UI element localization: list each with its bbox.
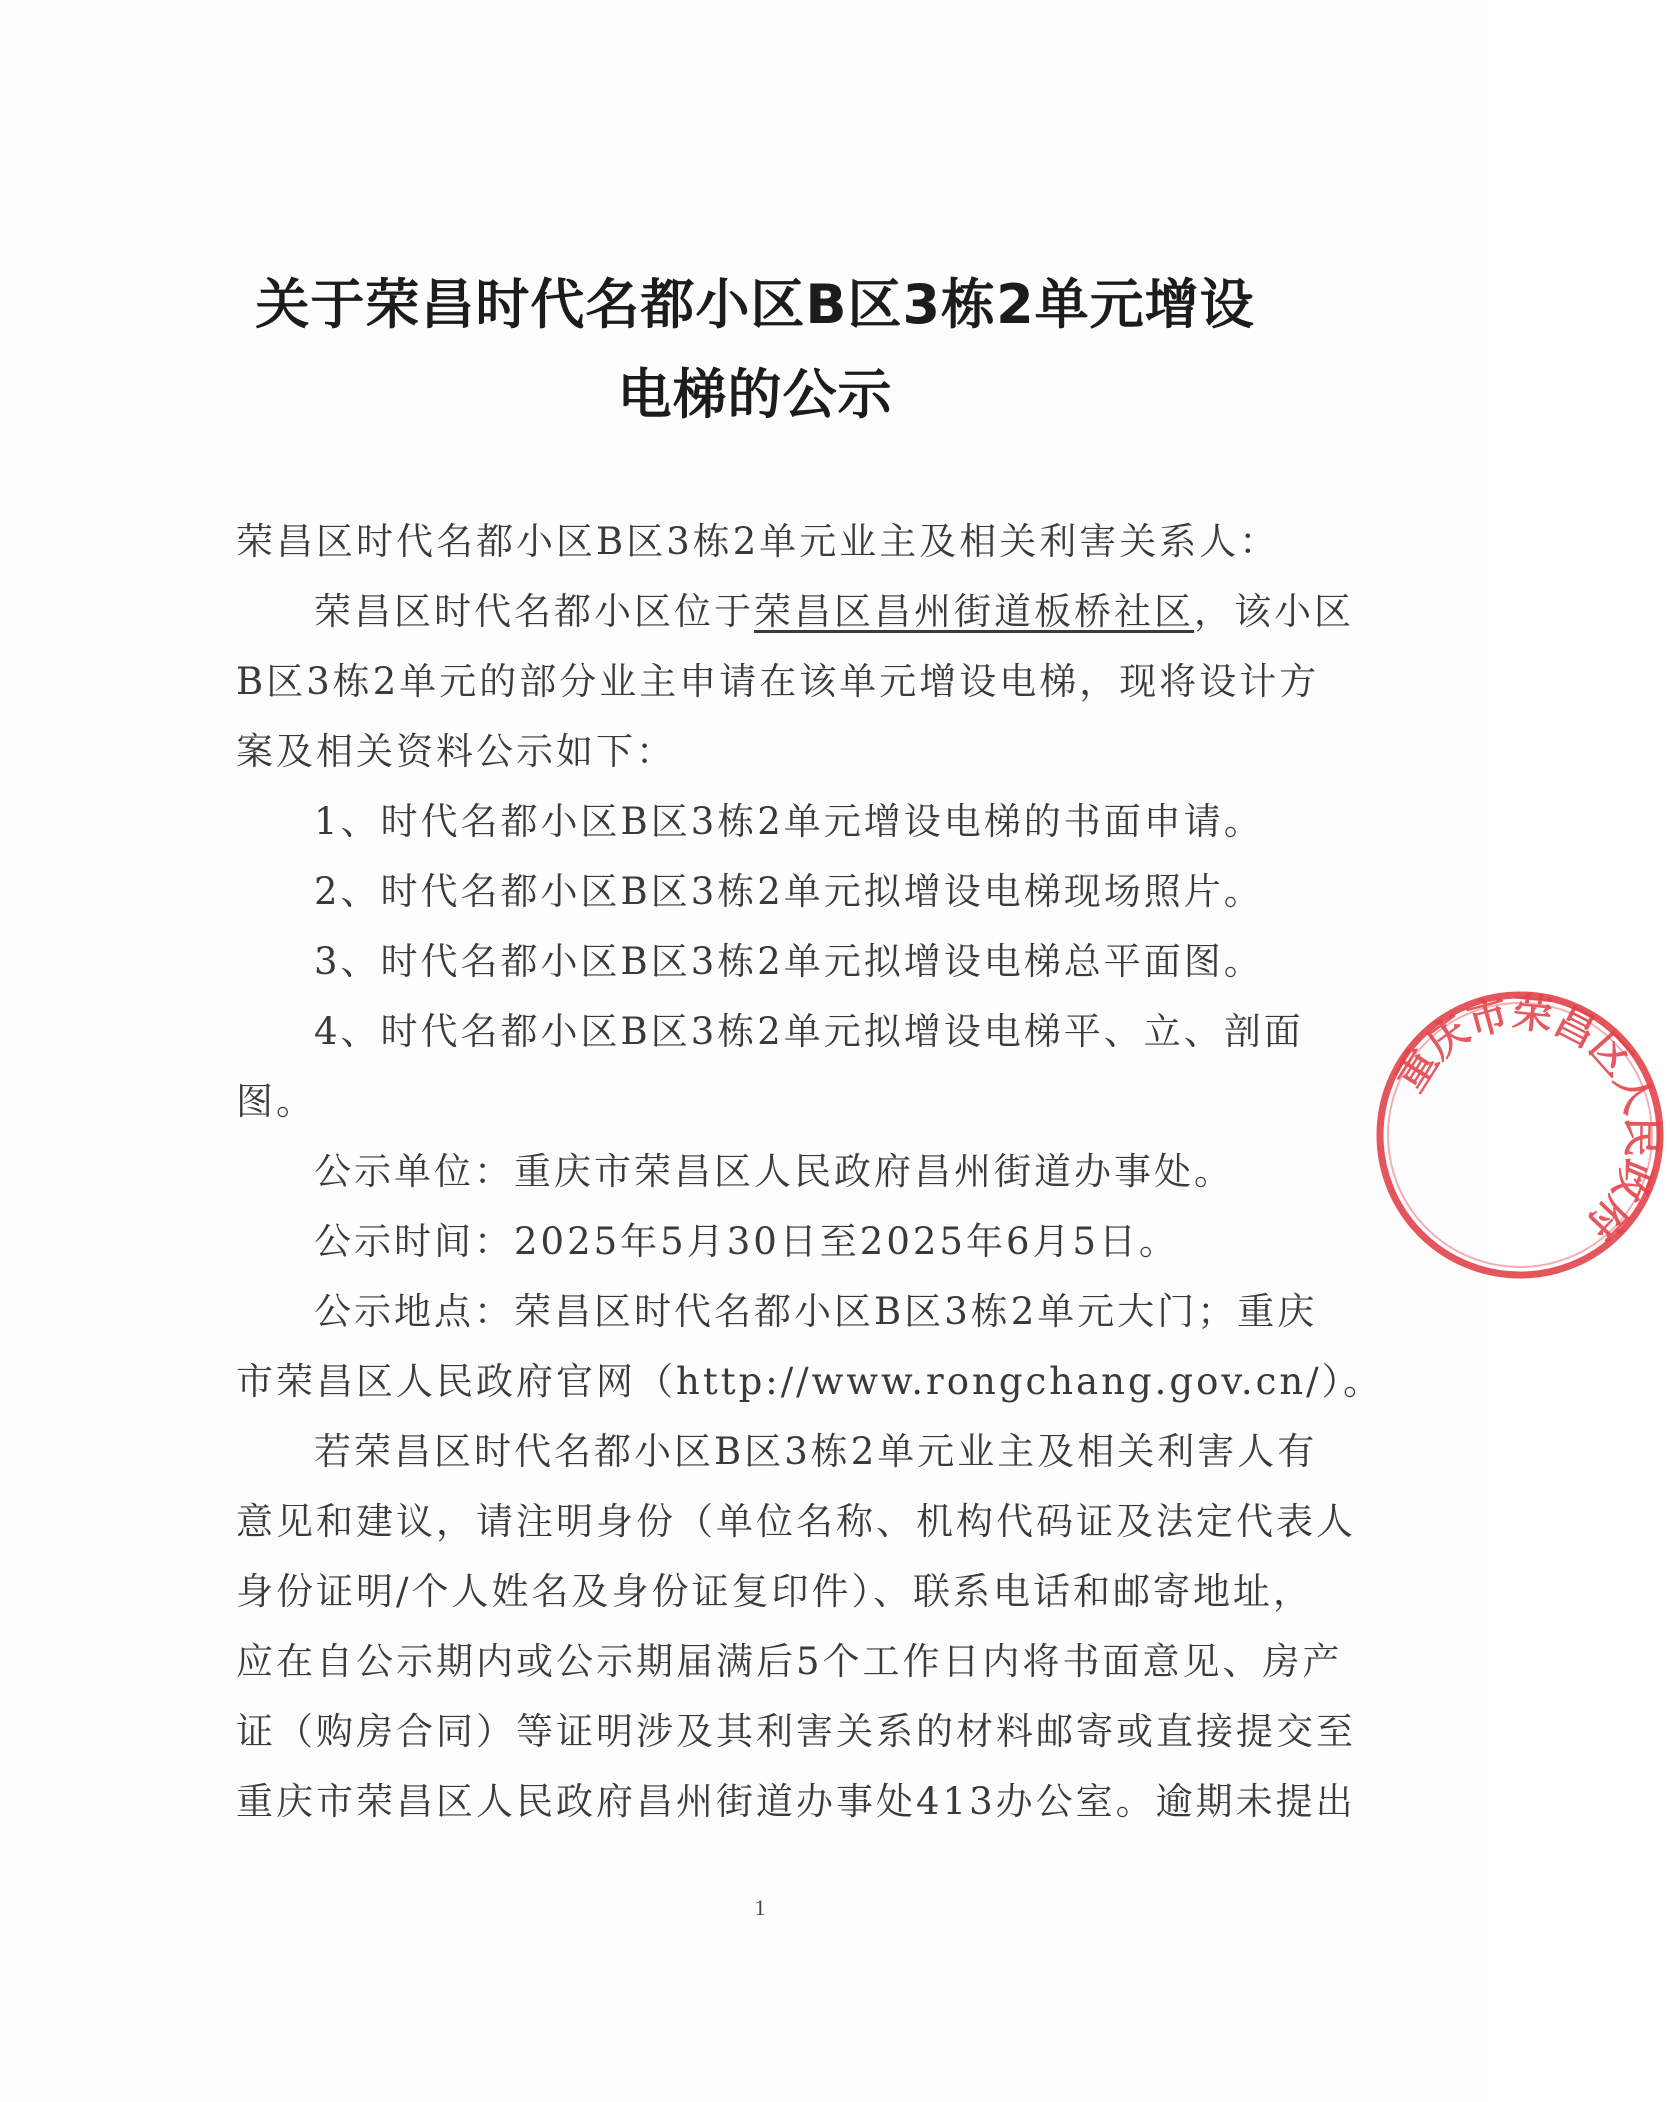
- notice-place-line-2: 市荣昌区人民政府官网（http://www.rongchang.gov.cn/）。: [236, 1360, 1384, 1403]
- notice-unit: 公示单位：重庆市荣昌区人民政府昌州街道办事处。: [314, 1150, 1234, 1193]
- official-seal-icon: [1370, 985, 1670, 1285]
- list-item: 3、时代名都小区B区3栋2单元拟增设电梯总平面图。: [314, 940, 1264, 983]
- objection-line: 身份证明/个人姓名及身份证复印件）、联系电话和邮寄地址，: [236, 1570, 1313, 1613]
- document-title-line-2: 电梯的公示: [617, 363, 893, 426]
- document-title-line-1: 关于荣昌时代名都小区B区3栋2单元增设: [255, 273, 1255, 336]
- list-item: 2、时代名都小区B区3栋2单元拟增设电梯现场照片。: [314, 870, 1264, 913]
- list-item-continuation: 图。: [236, 1080, 316, 1123]
- salutation: 荣昌区时代名都小区B区3栋2单元业主及相关利害关系人：: [236, 520, 1280, 563]
- objection-line: 意见和建议，请注明身份（单位名称、机构代码证及法定代表人: [236, 1500, 1356, 1543]
- objection-line: 应在自公示期内或公示期届满后5个工作日内将书面意见、房产: [236, 1640, 1343, 1683]
- intro-text: ，该小区: [1194, 590, 1354, 633]
- intro-text: 荣昌区时代名都小区位于: [314, 590, 754, 633]
- notice-place-line-1: 公示地点：荣昌区时代名都小区B区3栋2单元大门；重庆: [314, 1290, 1318, 1333]
- objection-line: 证（购房合同）等证明涉及其利害关系的材料邮寄或直接提交至: [236, 1710, 1356, 1753]
- intro-line-3: 案及相关资料公示如下：: [236, 730, 676, 773]
- community-name: 荣昌区昌州街道板桥社区: [754, 590, 1194, 633]
- objection-line: 重庆市荣昌区人民政府昌州街道办事处413办公室。逾期未提出: [236, 1780, 1356, 1823]
- seal-text: 重庆市荣昌区人民政府: [1387, 989, 1665, 1249]
- objection-line: 若荣昌区时代名都小区B区3栋2单元业主及相关利害人有: [314, 1430, 1318, 1473]
- intro-line-2: B区3栋2单元的部分业主申请在该单元增设电梯，现将设计方: [236, 660, 1320, 703]
- page-number: 1: [754, 1895, 766, 1920]
- intro-line-1: [314, 587, 1354, 637]
- svg-text:重庆市荣昌区人民政府: [1387, 990, 1664, 1249]
- list-item: 1、时代名都小区B区3栋2单元增设电梯的书面申请。: [314, 800, 1264, 843]
- list-item: 4、时代名都小区B区3栋2单元拟增设电梯平、立、剖面: [314, 1010, 1304, 1053]
- notice-time: 公示时间：2025年5月30日至2025年6月5日。: [314, 1220, 1180, 1263]
